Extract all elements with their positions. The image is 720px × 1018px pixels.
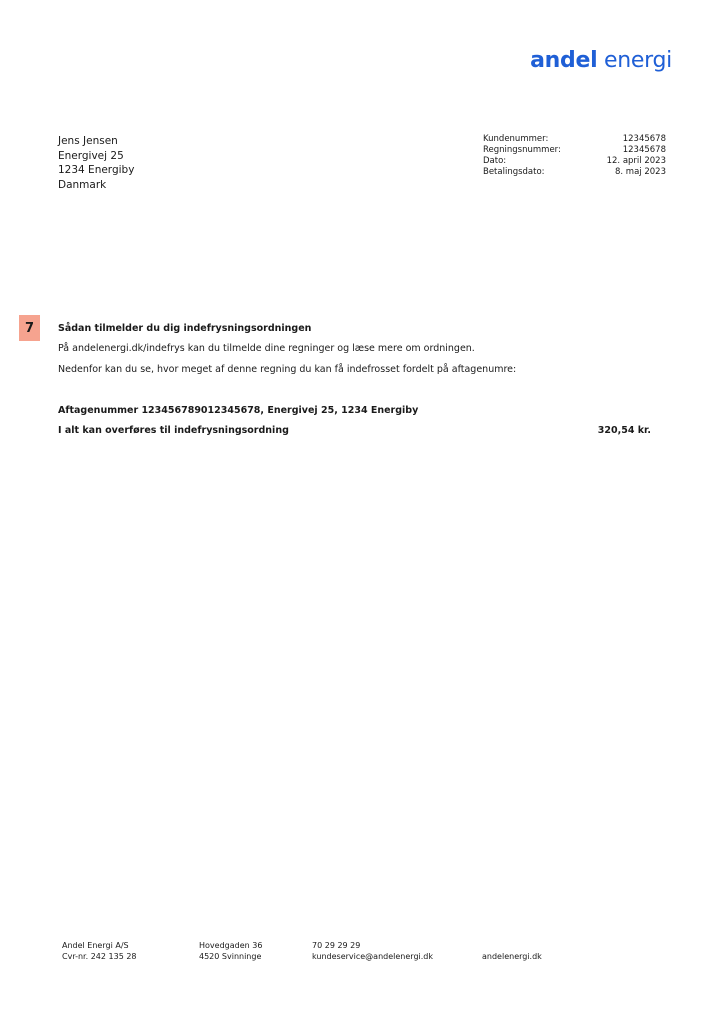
recipient-street: Energivej 25 [58, 149, 124, 162]
footer-company-name: Andel Energi A/S [62, 941, 129, 950]
meta-label: Betalingsdato: [483, 167, 545, 177]
meta-value: 12. april 2023 [606, 156, 666, 166]
footer-city: 4520 Svinninge [199, 952, 262, 961]
total-value: 320,54 kr. [597, 425, 651, 436]
footer-email: kundeservice@andelenergi.dk [312, 952, 433, 961]
footer-address-column [199, 940, 262, 962]
footer-street: Hovedgaden 36 [199, 941, 263, 950]
recipient-address [58, 134, 134, 192]
recipient-name: Jens Jensen [58, 135, 118, 147]
meta-label: Regningsnummer: [483, 145, 561, 155]
total-label: I alt kan overføres til indefrysningsordning [58, 425, 289, 436]
meta-row-payment-date [483, 167, 666, 178]
footer-contact-column [312, 940, 433, 962]
meta-row-date [483, 156, 666, 167]
footer-cvr: Cvr-nr. 242 135 28 [62, 952, 137, 961]
meta-value: 8. maj 2023 [615, 167, 666, 177]
recipient-country: Danmark [58, 178, 107, 191]
invoice-meta [483, 134, 666, 178]
section-number-badge: 7 [19, 315, 40, 341]
total-row [58, 425, 651, 436]
section-title: Sådan tilmelder du dig indefrysningsordningen [58, 323, 312, 334]
meta-row-invoice-number [483, 145, 666, 156]
footer-website: andelenergi.dk [482, 952, 542, 961]
signup-info-paragraph: På andelenergi.dk/indefrys kan du tilmelde dine regninger og læse mere om ordningen. [58, 343, 475, 354]
recipient-city: 1234 Energiby [58, 164, 135, 176]
meta-label: Kundenummer: [483, 134, 549, 144]
logo-part-energi: energi [604, 48, 672, 73]
footer-phone: 70 29 29 29 [312, 941, 361, 950]
meta-label: Dato: [483, 156, 507, 166]
meta-value: 12345678 [622, 145, 666, 155]
logo-part-andel: andel [530, 48, 598, 73]
meter-point-heading: Aftagenummer 123456789012345678, Energivej 25, 1234 Energiby [58, 405, 419, 416]
company-logo [530, 48, 672, 73]
footer-company-column [62, 940, 137, 962]
meta-value: 12345678 [622, 134, 666, 144]
meta-row-customer-number [483, 134, 666, 145]
breakdown-intro-paragraph: Nedenfor kan du se, hvor meget af denne regning du kan få indefrosset fordelt på aftagenumre: [58, 364, 517, 375]
